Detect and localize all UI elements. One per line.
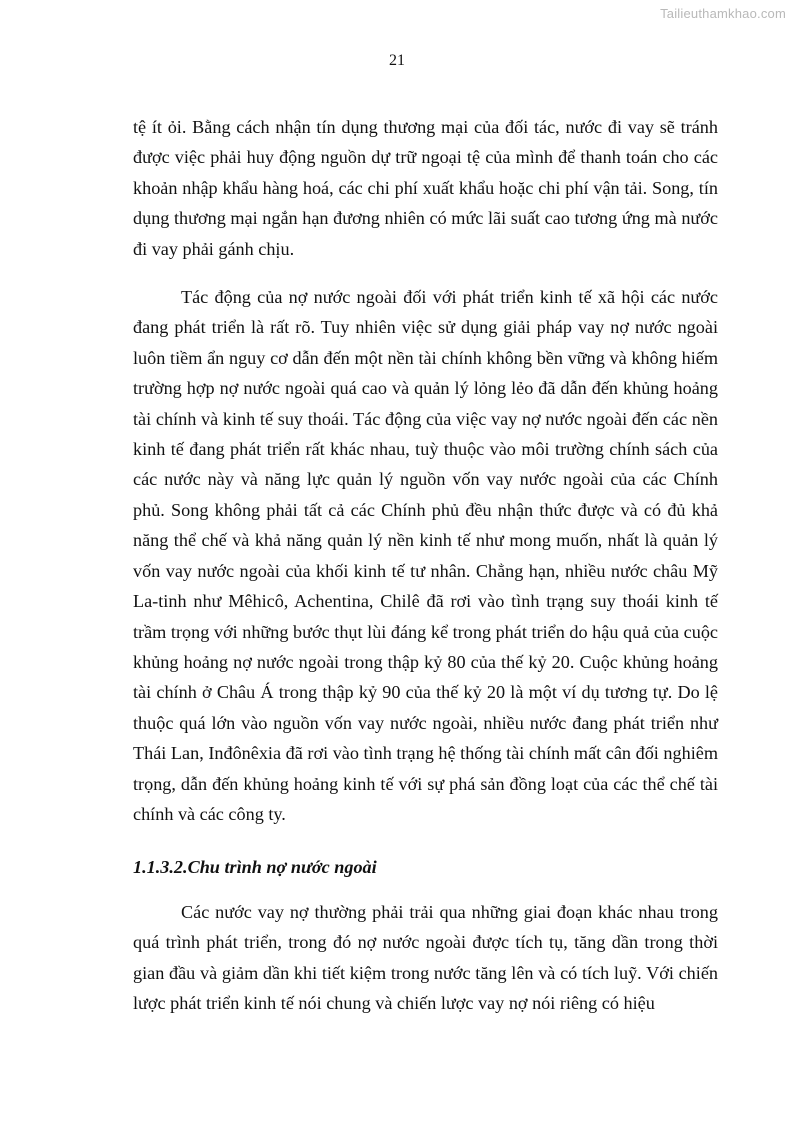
watermark: Tailieuthamkhao.com — [660, 6, 786, 21]
paragraph-foreign-debt-impact: Tác động của nợ nước ngoài đối với phát triển kinh tế xã hội các nước đang phát triển là rất rõ. Tuy nhiên việc sử dụng giải pháp vay nợ nước ngoài luôn tiềm ẩn nguy cơ dẫn đến một nền tài chính không bền vững và không hiếm trường hợp nợ nước ngoài quá cao và quản lý lỏng lẻo đã dẫn đến khủng hoảng tài chính và kinh tế suy thoái. Tác động của việc vay nợ nước ngoài đến các nền kinh tế đang phát triển rất khác nhau, tuỳ thuộc vào môi trường chính sách của các nước này và năng lực quản lý nguồn vốn vay nước ngoài của các Chính phủ. Song không phải tất cả các Chính phủ đều nhận thức được và có đủ khả năng thể chế và khả năng quản lý nền kinh tế như mong muốn, nhất là quản lý vốn vay nước ngoài của khối kinh tế tư nhân. Chẳng hạn, nhiều nước châu Mỹ La-tinh như Mêhicô, Achentina, Chilê đã rơi vào tình trạng suy thoái kinh tế trầm trọng với những bước thụt lùi đáng kể trong phát triển do hậu quả của cuộc khủng hoảng nợ nước ngoài trong thập kỷ 80 của thế kỷ 20. Cuộc khủng hoảng tài chính ở Châu Á trong thập kỷ 90 của thế kỷ 20 là một ví dụ tương tự. Do lệ thuộc quá lớn vào nguồn vốn vay nước ngoài, nhiều nước đang phát triển như Thái Lan, Inđônêxia đã rơi vào tình trạng hệ thống tài chính mất cân đối nghiêm trọng, dẫn đến khủng hoảng kinh tế với sự phá sản đồng loạt của các thể chế tài chính và các công ty. — [133, 287, 718, 824]
paragraph-trade-credit: tệ ít ỏi. Bằng cách nhận tín dụng thương mại của đối tác, nước đi vay sẽ tránh được việc phải huy động nguồn dự trữ ngoại tệ của mình để thanh toán cho các khoản nhập khẩu hàng hoá, các chi phí xuất khẩu hoặc chi phí vận tải. Song, tín dụng thương mại ngắn hạn đương nhiên có mức lãi suất cao tương ứng mà nước đi vay phải gánh chịu. — [133, 117, 718, 259]
section-heading: 1.1.3.2.Chu trình nợ nước ngoài — [133, 857, 377, 878]
paragraph-debt-cycle: Các nước vay nợ thường phải trải qua những giai đoạn khác nhau trong quá trình phát triển, trong đó nợ nước ngoài được tích tụ, tăng dần trong thời gian đầu và giảm dần khi tiết kiệm trong nước tăng lên và có tích luỹ. Với chiến lược phát triển kinh tế nói chung và chiến lược vay nợ nói riêng có hiệu — [133, 901, 718, 1013]
document-body — [133, 112, 718, 1018]
page-number: 21 — [389, 52, 405, 69]
